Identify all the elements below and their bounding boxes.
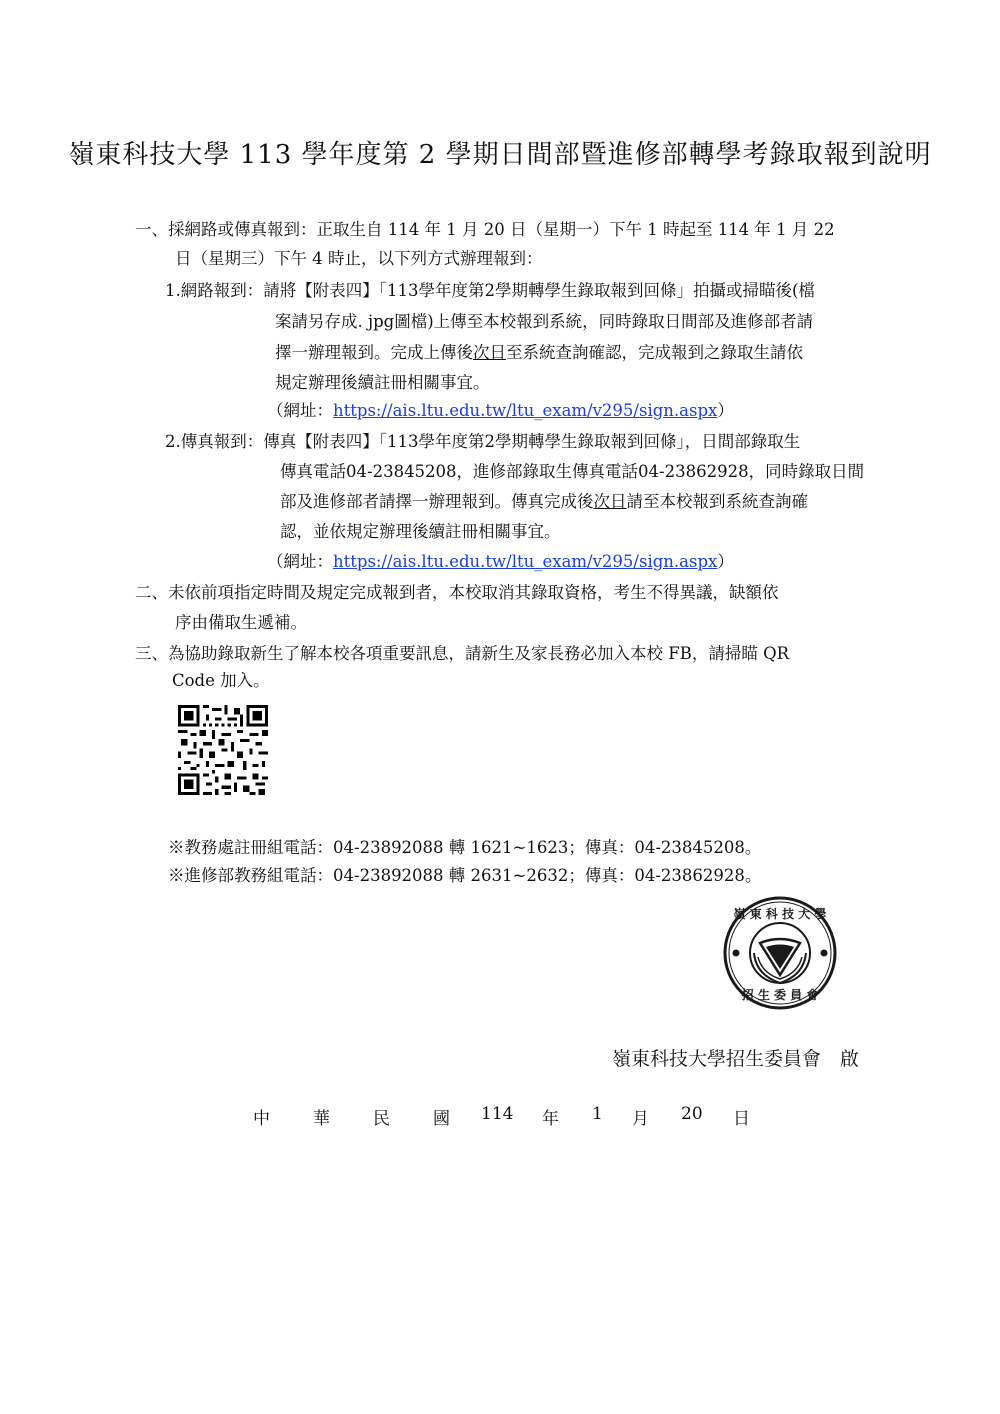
document-title: 嶺東科技大學 113 學年度第 2 學期日間部暨進修部轉學考錄取報到說明	[68, 140, 932, 170]
item1-line3	[275, 339, 803, 363]
item1-url-prefix: （網址：	[267, 401, 333, 420]
date-part: 民	[373, 1109, 390, 1129]
item2-url-suffix: ）	[717, 552, 734, 571]
item1-sign-link[interactable]: https://ais.ltu.edu.tw/ltu_exam/v295/sign.aspx	[333, 401, 718, 420]
item2-line3-text-a: 部及進修部者請擇一辦理報到。傳真完成後	[280, 492, 594, 511]
date-month: 1	[592, 1104, 603, 1124]
date-day: 20	[681, 1104, 703, 1124]
svg-text:招 生 委 員 會: 招 生 委 員 會	[741, 988, 819, 1002]
item2-url-prefix: （網址：	[267, 552, 333, 571]
item1-line3-text-b: 至系統查詢確認，完成報到之錄取生請依	[506, 343, 803, 362]
item2-line1: 2.傳真報到：傳真【附表四】「113學年度第2學期轉學生錄取報到回條」，日間部錄取生	[165, 432, 801, 451]
date-part: 華	[313, 1109, 330, 1129]
fb-qr-code-icon[interactable]	[178, 705, 268, 795]
official-seal-icon	[722, 895, 838, 1011]
section2-line2: 序由備取生遞補。	[175, 613, 307, 632]
item2-line2: 傳真電話04-23845208，進修部錄取生傳真電話04-23862928，同時錄取日間	[280, 462, 865, 481]
svg-text:嶺 東 科 技 大 學: 嶺 東 科 技 大 學	[733, 907, 827, 921]
item1-line2: 案請另存成. jpg圖檔)上傳至本校報到系統，同時錄取日間部及進修部者請	[275, 312, 814, 331]
date-part: 國	[433, 1109, 450, 1129]
item2-line3-text-b: 請至本校報到系統查詢確	[626, 492, 808, 511]
signature: 嶺東科技大學招生委員會 啟	[612, 1048, 860, 1070]
date-part: 中	[253, 1109, 270, 1129]
date-part: 月	[632, 1109, 649, 1129]
section3-line1: 三、為協助錄取新生了解本校各項重要訊息，請新生及家長務必加入本校 FB，請掃瞄 QR	[135, 644, 790, 663]
section1-line1: 一、採網路或傳真報到：正取生自 114 年 1 月 20 日（星期一）下午 1 時起至 114 年 1 月 22	[135, 220, 835, 239]
section3-line2: Code 加入。	[172, 671, 270, 690]
item1-url-suffix: ）	[717, 401, 734, 420]
section1-line2: 日（星期三）下午 4 時止，以下列方式辦理報到：	[175, 249, 543, 268]
item2-next-day: 次日	[593, 492, 627, 511]
continuing-education-contact: ※進修部教務組電話：04-23892088 轉 2631~2632；傳真：04-23862928。	[168, 866, 762, 885]
section2-line1: 二、未依前項指定時間及規定完成報到者，本校取消其錄取資格，考生不得異議，缺額依	[135, 583, 779, 602]
item2-sign-link[interactable]: https://ais.ltu.edu.tw/ltu_exam/v295/sign.aspx	[333, 552, 718, 571]
date-part: 年	[542, 1109, 559, 1129]
registration-office-contact: ※教務處註冊組電話：04-23892088 轉 1621~1623；傳真：04-23845208。	[168, 838, 762, 857]
date-part: 日	[733, 1109, 750, 1129]
date-year: 114	[481, 1104, 514, 1124]
item2-line4: 認，並依規定辦理後續註冊相關事宜。	[280, 522, 561, 541]
item1-line4: 規定辦理後續註冊相關事宜。	[275, 373, 490, 392]
item2-url-line	[267, 548, 734, 572]
item1-url-line	[267, 397, 734, 421]
item2-line3	[280, 488, 808, 512]
item1-line1: 1.網路報到：請將【附表四】「113學年度第2學期轉學生錄取報到回條」拍攝或掃瞄後(檔	[165, 281, 815, 300]
item1-next-day: 次日	[473, 343, 506, 362]
item1-line3-text-a: 擇一辦理報到。完成上傳後	[275, 343, 473, 362]
